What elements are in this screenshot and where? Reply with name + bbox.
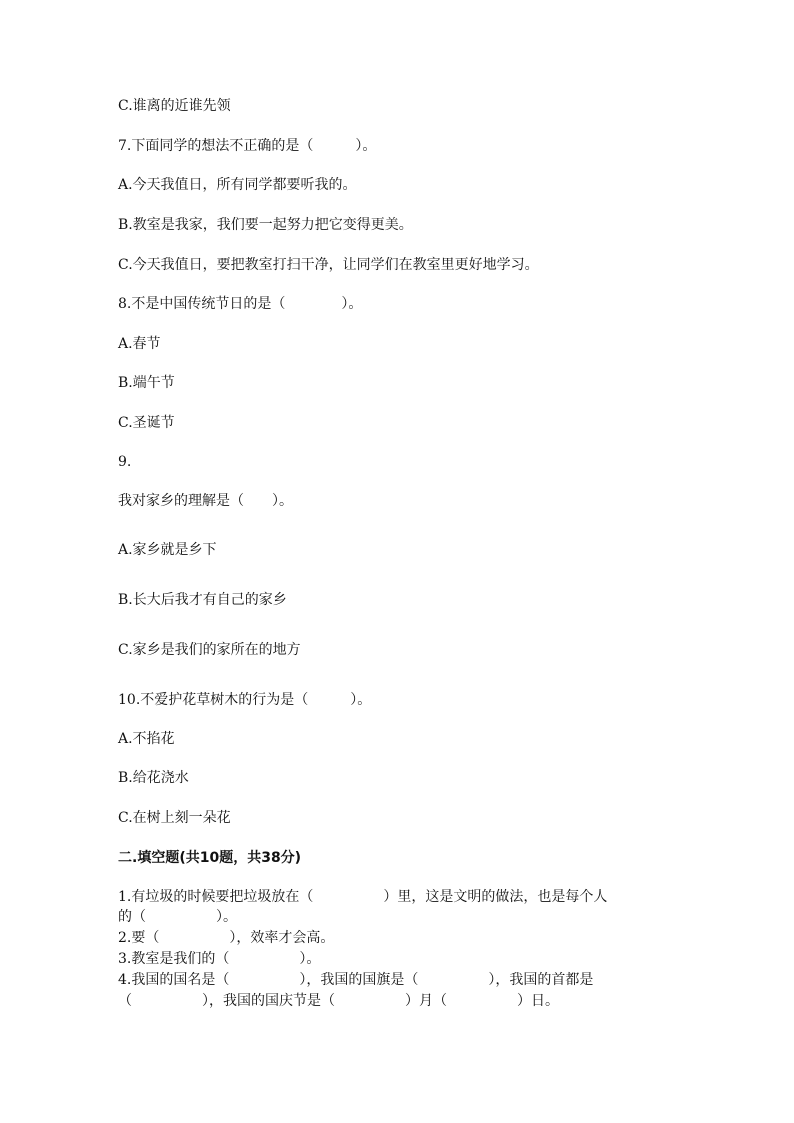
question-9-number: 9. <box>118 454 132 470</box>
question-6-option-c: C.谁离的近谁先领 <box>118 98 231 114</box>
question-8-stem: 8.不是中国传统节日的是（ ）。 <box>118 296 363 312</box>
fill-question-4-line-1: 4.我国的国名是（ ），我国的国旗是（ ），我国的首都是 <box>118 972 594 988</box>
question-7-stem: 7.下面同学的想法不正确的是（ ）。 <box>118 138 377 154</box>
question-7-option-a: A.今天我值日，所有同学都要听我的。 <box>118 177 357 193</box>
question-7-option-c: C.今天我值日，要把教室打扫干净，让同学们在教室里更好地学习。 <box>118 257 539 273</box>
question-8-option-b: B.端午节 <box>118 375 175 391</box>
fill-question-3: 3.教室是我们的（ ）。 <box>118 951 321 967</box>
question-10-option-b: B.给花浇水 <box>118 770 189 786</box>
question-10-stem: 10.不爱护花草树木的行为是（ ）。 <box>118 692 372 708</box>
question-9-option-c: C.家乡是我们的家所在的地方 <box>118 642 301 658</box>
fill-question-2: 2.要（ ），效率才会高。 <box>118 930 335 946</box>
question-8-option-a: A.春节 <box>118 336 161 352</box>
question-10-option-a: A.不掐花 <box>118 731 175 747</box>
fill-question-4-line-2: （ ），我国的国庆节是（ ）月（ ）日。 <box>118 993 559 1009</box>
fill-question-1-line-1: 1.有垃圾的时候要把垃圾放在（ ）里，这是文明的做法，也是每个人 <box>118 889 608 905</box>
fill-question-1-line-2: 的（ ）。 <box>118 909 237 925</box>
question-8-option-c: C.圣诞节 <box>118 415 175 431</box>
section-title-fill-in: 二.填空题(共10题，共38分) <box>118 850 302 866</box>
question-7-option-b: B.教室是我家，我们要一起努力把它变得更美。 <box>118 217 413 233</box>
question-10-option-c: C.在树上刻一朵花 <box>118 810 231 826</box>
question-9-option-a: A.家乡就是乡下 <box>118 542 217 558</box>
question-9-option-b: B.长大后我才有自己的家乡 <box>118 592 287 608</box>
question-9-stem: 我对家乡的理解是（ ）。 <box>118 493 293 509</box>
